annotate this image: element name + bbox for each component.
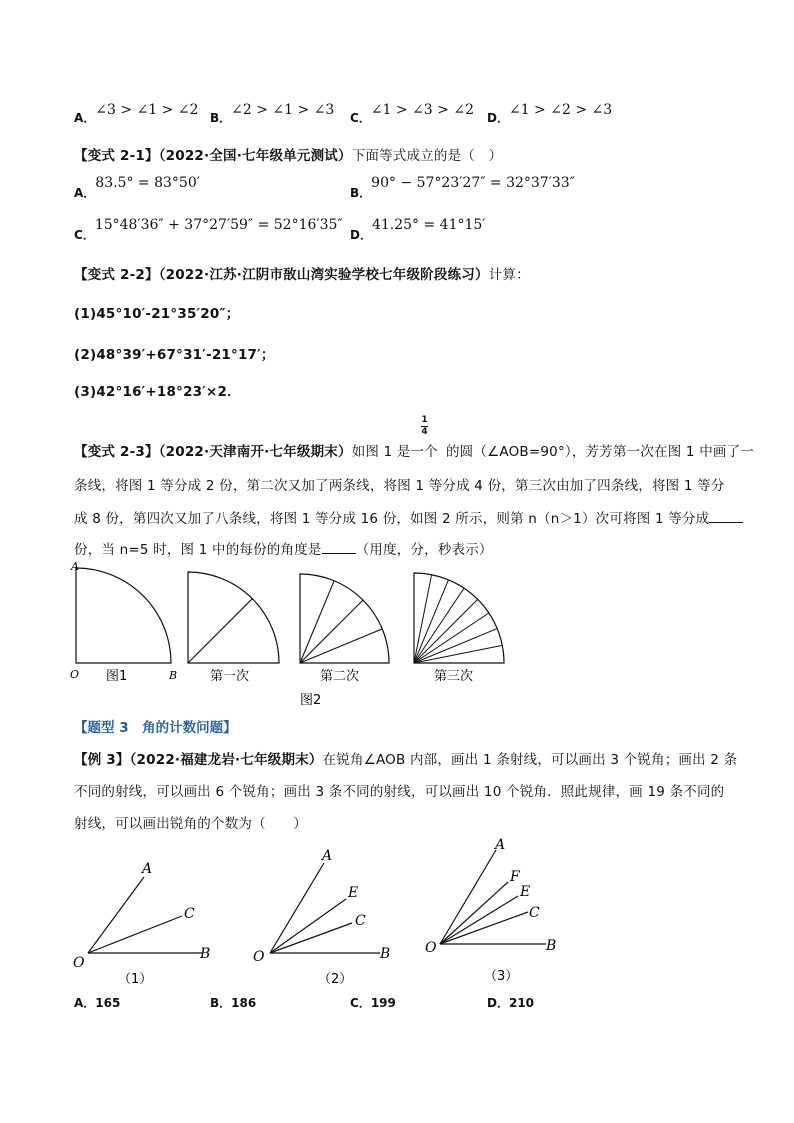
rays-fig-1 [73, 861, 210, 986]
variant-text: 的圆（∠AOB=90°），芳芳第一次在图 1 中画了一 [445, 444, 755, 460]
figure-second [300, 574, 389, 684]
label-o: O [70, 668, 80, 681]
ex3-option-d [487, 994, 534, 1011]
figure-third [414, 573, 504, 684]
variant-text: 份，当 n=5 时，图 1 中的每份的角度是 [74, 542, 322, 558]
label-c: C [355, 913, 366, 929]
rays-fig-2 [253, 848, 390, 986]
rays-fig-3 [425, 837, 556, 984]
example-3-line1 [74, 748, 737, 768]
label-a: A [71, 560, 79, 573]
answer-blank-1[interactable] [709, 510, 743, 523]
option-value: 199 [370, 996, 396, 1010]
section-heading: 【题型 3 角的计数问题】 [74, 720, 237, 736]
caption-third: 第三次 [434, 669, 474, 684]
prev-option-b [210, 102, 335, 126]
label-b: B [546, 938, 557, 954]
label-c: C [529, 905, 540, 921]
v21-option-d [350, 217, 486, 243]
option-letter: C． [350, 996, 371, 1010]
option-letter: C． [74, 228, 95, 242]
variant-text: （用度，分，秒表示） [355, 542, 493, 558]
caption: （3） [484, 969, 519, 984]
option-value: 186 [231, 996, 257, 1010]
v22-item-3: (3)42°16′+18°23′×2． [74, 384, 241, 400]
variant-2-3-line2: 条线，将图 1 等分成 2 份，第二次又加了两条线，将图 1 等分成 4 份，第三次由加了四条线，将图 1 等分 [74, 478, 725, 494]
v21-option-a [74, 175, 200, 201]
prev-option-d [487, 102, 613, 126]
label-o: O [73, 955, 85, 971]
label-o: O [253, 949, 265, 965]
label-c: C [184, 906, 195, 922]
option-letter: A． [74, 111, 96, 125]
option-letter: D． [487, 111, 509, 125]
label-a: A [322, 848, 333, 864]
fraction-denominator: 4 [421, 427, 428, 437]
v21-option-c [74, 217, 343, 243]
variant-source: （2022·江苏·江阴市敔山湾实验学校七年级阶段练习） [158, 267, 489, 283]
variant-2-1-stem [74, 144, 502, 164]
example-source: （2022·福建龙岩·七年级期末） [129, 752, 323, 768]
option-letter: B． [210, 996, 232, 1010]
figure-2-caption: 图2 [300, 693, 322, 708]
option-expr: 90° − 57°23′27″ = 32°37′33″ [371, 175, 575, 191]
label-a: A [142, 861, 153, 877]
fraction-numerator: 1 [421, 415, 428, 425]
caption-second: 第二次 [320, 669, 360, 684]
caption-first: 第一次 [210, 669, 250, 684]
ex3-option-b [210, 994, 256, 1011]
caption-fig1: 图1 [106, 669, 128, 684]
label-e: E [348, 885, 359, 901]
label-a: A [495, 837, 506, 853]
v22-item-1: (1)45°10′-21°35′20″； [74, 306, 240, 322]
variant-source: （2022·天津南开·七年级期末） [158, 444, 352, 460]
caption: （1） [118, 972, 153, 986]
example-tag: 【例 3】 [74, 752, 130, 768]
option-expr: 83.5° = 83°50′ [95, 175, 200, 191]
option-value: 165 [95, 996, 121, 1010]
variant-tag: 【变式 2-1】 [74, 148, 159, 164]
variant-2-2-stem [74, 263, 530, 283]
ex3-option-c [350, 994, 396, 1011]
option-letter: A． [74, 996, 96, 1010]
option-value: 210 [508, 996, 535, 1010]
option-letter: B． [210, 111, 232, 125]
option-expr: 41.25° = 41°15′ [371, 217, 486, 233]
option-expr: ∠3 > ∠1 > ∠2 [95, 102, 199, 118]
variant-text: 下面等式成立的是（ ） [351, 148, 503, 164]
variant-2-3-line1 [74, 440, 754, 460]
option-letter: B． [350, 186, 372, 200]
option-letter: C． [350, 111, 371, 125]
variant-text: 计算： [488, 267, 530, 283]
label-b: B [200, 946, 211, 962]
variant-2-3-line3 [74, 507, 743, 527]
figure-first [188, 572, 279, 684]
label-o: O [425, 940, 437, 956]
label-e: E [520, 884, 531, 900]
fraction-one-quarter [421, 416, 428, 437]
option-letter: A． [74, 186, 96, 200]
prev-option-c [350, 102, 474, 126]
rays-figure [68, 836, 588, 986]
caption: （2） [318, 972, 353, 986]
option-expr: 15°48′36″ + 37°27′59″ = 52°16′35″ [94, 217, 343, 233]
label-b: B [169, 669, 178, 682]
option-letter: D． [487, 996, 509, 1010]
option-letter: D． [350, 228, 372, 242]
variant-tag: 【变式 2-3】 [74, 444, 159, 460]
label-f: F [510, 869, 520, 885]
example-3-line2: 不同的射线，可以画出 6 个锐角；画出 3 条不同的射线，可以画出 10 个锐角．照此规律，画 19 条不同的 [74, 784, 725, 800]
v21-option-b [350, 175, 575, 201]
figure-1 [70, 560, 177, 684]
answer-blank-2[interactable] [322, 541, 356, 554]
variant-2-3-line4 [74, 538, 493, 558]
prev-option-a [74, 102, 199, 126]
quarter-circle-figure [68, 558, 520, 708]
option-expr: ∠1 > ∠3 > ∠2 [370, 102, 474, 118]
variant-text: 如图 1 是一个 [351, 444, 438, 460]
example-3-line3: 射线，可以画出锐角的个数为（ ） [74, 816, 307, 832]
variant-text: 成 8 份，第四次又加了八条线，将图 1 等分成 16 份，如图 2 所示，则第 n（n＞1）次可将图 1 等分成 [74, 511, 710, 527]
option-expr: ∠1 > ∠2 > ∠3 [508, 102, 613, 118]
ex3-option-a [74, 994, 120, 1011]
option-expr: ∠2 > ∠1 > ∠3 [231, 102, 335, 118]
label-b: B [380, 946, 391, 962]
variant-source: （2022·全国·七年级单元测试） [158, 148, 352, 164]
v22-item-2: (2)48°39′+67°31′-21°17′； [74, 347, 275, 363]
example-text: 在锐角∠AOB 内部，画出 1 条射线，可以画出 3 个锐角；画出 2 条 [322, 752, 738, 768]
variant-tag: 【变式 2-2】 [74, 267, 159, 283]
